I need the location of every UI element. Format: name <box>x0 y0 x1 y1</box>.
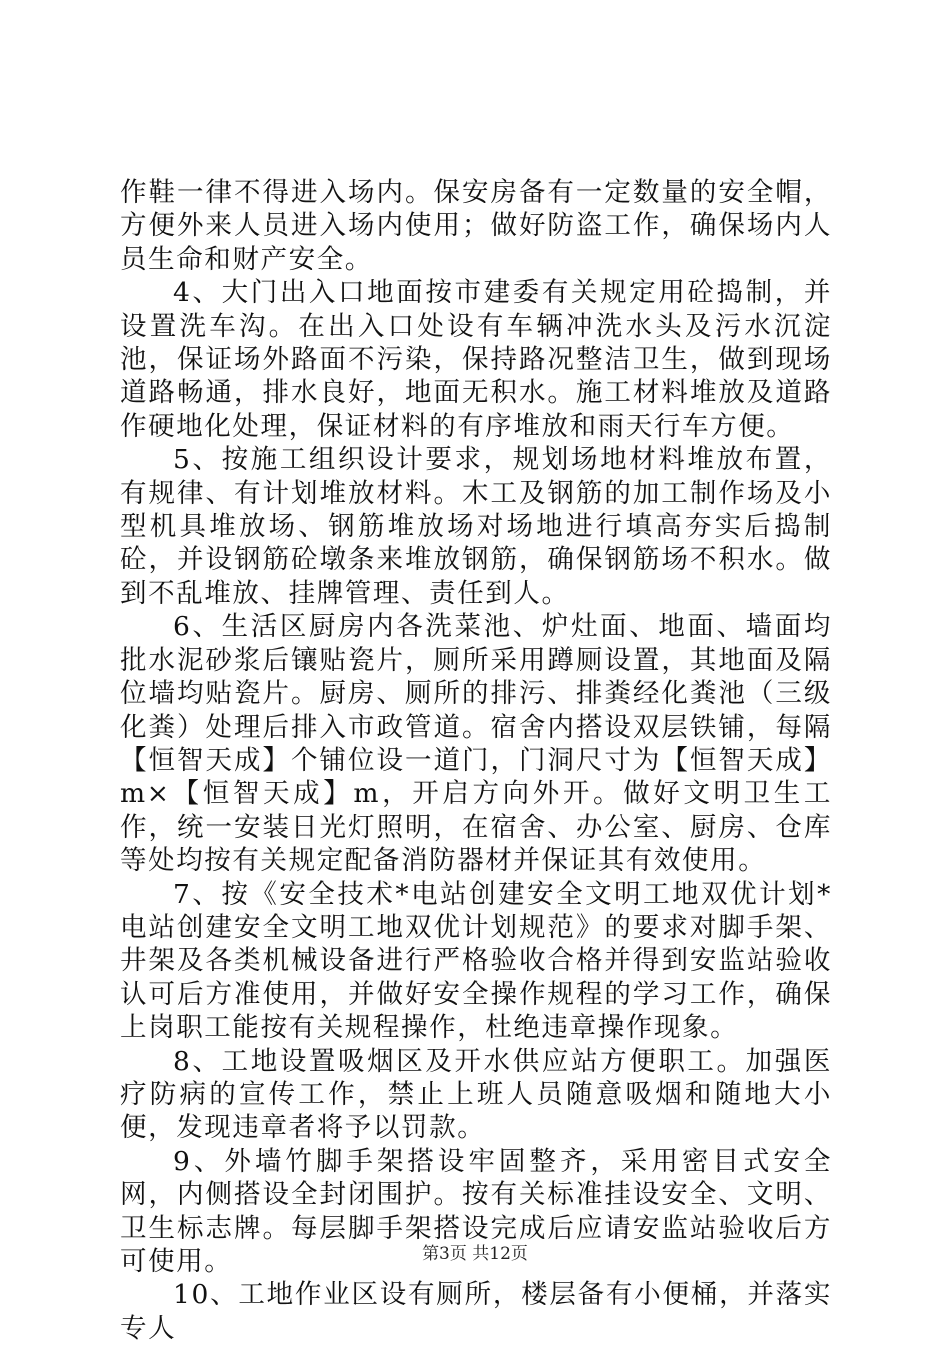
paragraph-continuation: 作鞋一律不得进入场内。保安房备有一定数量的安全帽，方便外来人员进入场内使用；做好防盗工作，确保场内人员生命和财产安全。 <box>120 177 832 275</box>
paragraph-item-6: 6、生活区厨房内各洗菜池、炉灶面、地面、墙面均批水泥砂浆后镶贴瓷片，厕所采用蹲厕设置，其地面及隔位墙均贴瓷片。厨房、厕所的排污、排粪经化粪池（三级化粪）处理后排入市政管道。宿舍内搭设双层铁铺，每隔【恒智天成】个铺位设一道门，门洞尺寸为【恒智天成】m×【恒智天成】m，开启方向外开。做好文明卫生工作，统一安装日光灯照明，在宿舍、办公室、厨房、仓库等处均按有关规定配备消防器材并保证其有效使用。 <box>120 611 832 877</box>
paragraph-item-7: 7、按《安全技术*电站创建安全文明工地双优计划*电站创建安全文明工地双优计划规范》的要求对脚手架、井架及各类机械设备进行严格验收合格并得到安监站验收认可后方准使用，并做好安全操作规程的学习工作，确保上岗职工能按有关规程操作，杜绝违章操作现象。 <box>120 878 832 1044</box>
paragraph-item-8: 8、工地设置吸烟区及开水供应站方便职工。加强医疗防病的宣传工作，禁止上班人员随意吸烟和随地大小便，发现违章者将予以罚款。 <box>120 1045 832 1144</box>
page-number-footer: 第3页 共12页 <box>422 1244 528 1264</box>
paragraph-item-9: 9、外墙竹脚手架搭设牢固整齐，采用密目式安全网，内侧搭设全封闭围护。按有关标准挂设安全、文明、卫生标志牌。每层脚手架搭设完成后应请安监站验收后方可使用。 <box>120 1145 832 1277</box>
document-body <box>120 176 832 1345</box>
paragraph-item-4: 4、大门出入口地面按市建委有关规定用砼捣制，并设置洗车沟。在出入口处设有车辆冲洗水头及污水沉淀池，保证场外路面不污染，保持路况整洁卫生，做到现场道路畅通，排水良好，地面无积水。施工材料堆放及道路作硬地化处理，保证材料的有序堆放和雨天行车方便。 <box>120 277 832 442</box>
paragraph-item-10: 10、工地作业区设有厕所，楼层备有小便桶，并落实专人 <box>120 1279 832 1344</box>
paragraph-item-5: 5、按施工组织设计要求，规划场地材料堆放布置，有规律、有计划堆放材料。木工及钢筋的加工制作场及小型机具堆放场、钢筋堆放场对场地进行填高夯实后捣制砼，并设钢筋砼墩条来堆放钢筋，确保钢筋场不积水。做到不乱堆放、挂牌管理、责任到人。 <box>120 444 832 609</box>
